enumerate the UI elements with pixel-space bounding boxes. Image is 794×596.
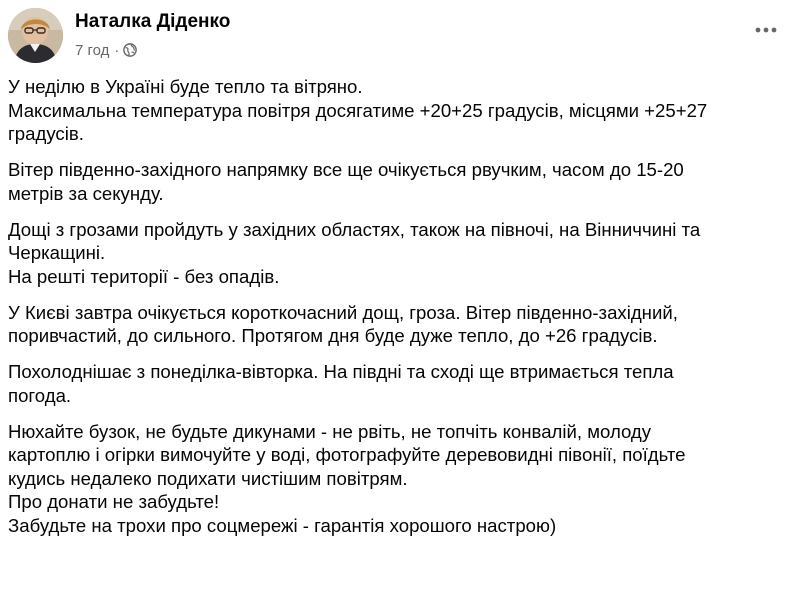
- post-text-line: У неділю в Україні буде тепло та вітряно.: [8, 76, 363, 97]
- post-paragraph: [8, 218, 790, 289]
- meta-separator: ·: [114, 41, 120, 59]
- post-text-line: У Києві завтра очікується короткочасний дощ, гроза. Вітер південно-західний,: [8, 301, 678, 323]
- globe-icon[interactable]: [123, 43, 137, 57]
- post-paragraph: [8, 301, 790, 348]
- post-text-line: метрів за секунду.: [8, 182, 164, 204]
- post-text-line: картоплю і огірки вимочуйте у воді, фотографуйте деревовидні півонії, поїдьте: [8, 444, 686, 465]
- post-text-line: Забудьте на трохи про соцмережі - гарантія хорошого настрою): [8, 514, 557, 536]
- post-text-line: поривчастий, до сильного. Протягом дня буде дуже тепло, до +26 градусів.: [8, 325, 658, 346]
- post-timestamp[interactable]: 7 год: [75, 41, 110, 59]
- post-text-line: Нюхайте бузок, не будьте дикунами - не рвіть, не топчіть конвалій, молоду: [8, 420, 652, 442]
- more-horizontal-icon: [755, 27, 777, 33]
- post-paragraph: [8, 158, 790, 205]
- author-avatar[interactable]: [8, 8, 63, 63]
- post-paragraph: [8, 420, 790, 538]
- post-text-line: Дощі з грозами пройдуть у західних областях, також на півночі, на Вінниччині та: [8, 218, 701, 240]
- author-name[interactable]: Наталка Діденко: [75, 11, 231, 32]
- avatar-photo-icon: [8, 8, 63, 63]
- post-text: [8, 75, 790, 550]
- post-paragraph: [8, 75, 790, 146]
- post-meta: [75, 40, 137, 60]
- post-text-line: кудись недалеко подихати чистішим повітрям.: [8, 467, 408, 489]
- post-text-line: Вітер південно-західного напрямку все ще очікується рвучким, часом до 15-20: [8, 159, 684, 180]
- post-text-line: Про донати не забудьте!: [8, 491, 220, 512]
- post-text-line: Похолоднішає з понеділка-вівторка. На півдні та сході ще втримається тепла: [8, 361, 674, 382]
- post-paragraph: [8, 360, 790, 407]
- post-text-line: градусів.: [8, 123, 84, 144]
- post-text-line: Максимальна температура повітря досягатиме +20+25 градусів, місцями +25+27: [8, 99, 708, 121]
- more-options-button[interactable]: [750, 18, 782, 42]
- post-text-line: Черкащині.: [8, 242, 106, 263]
- post-header: [8, 8, 786, 66]
- post-text-line: На решті території - без опадів.: [8, 265, 280, 287]
- post-text-line: погода.: [8, 384, 72, 406]
